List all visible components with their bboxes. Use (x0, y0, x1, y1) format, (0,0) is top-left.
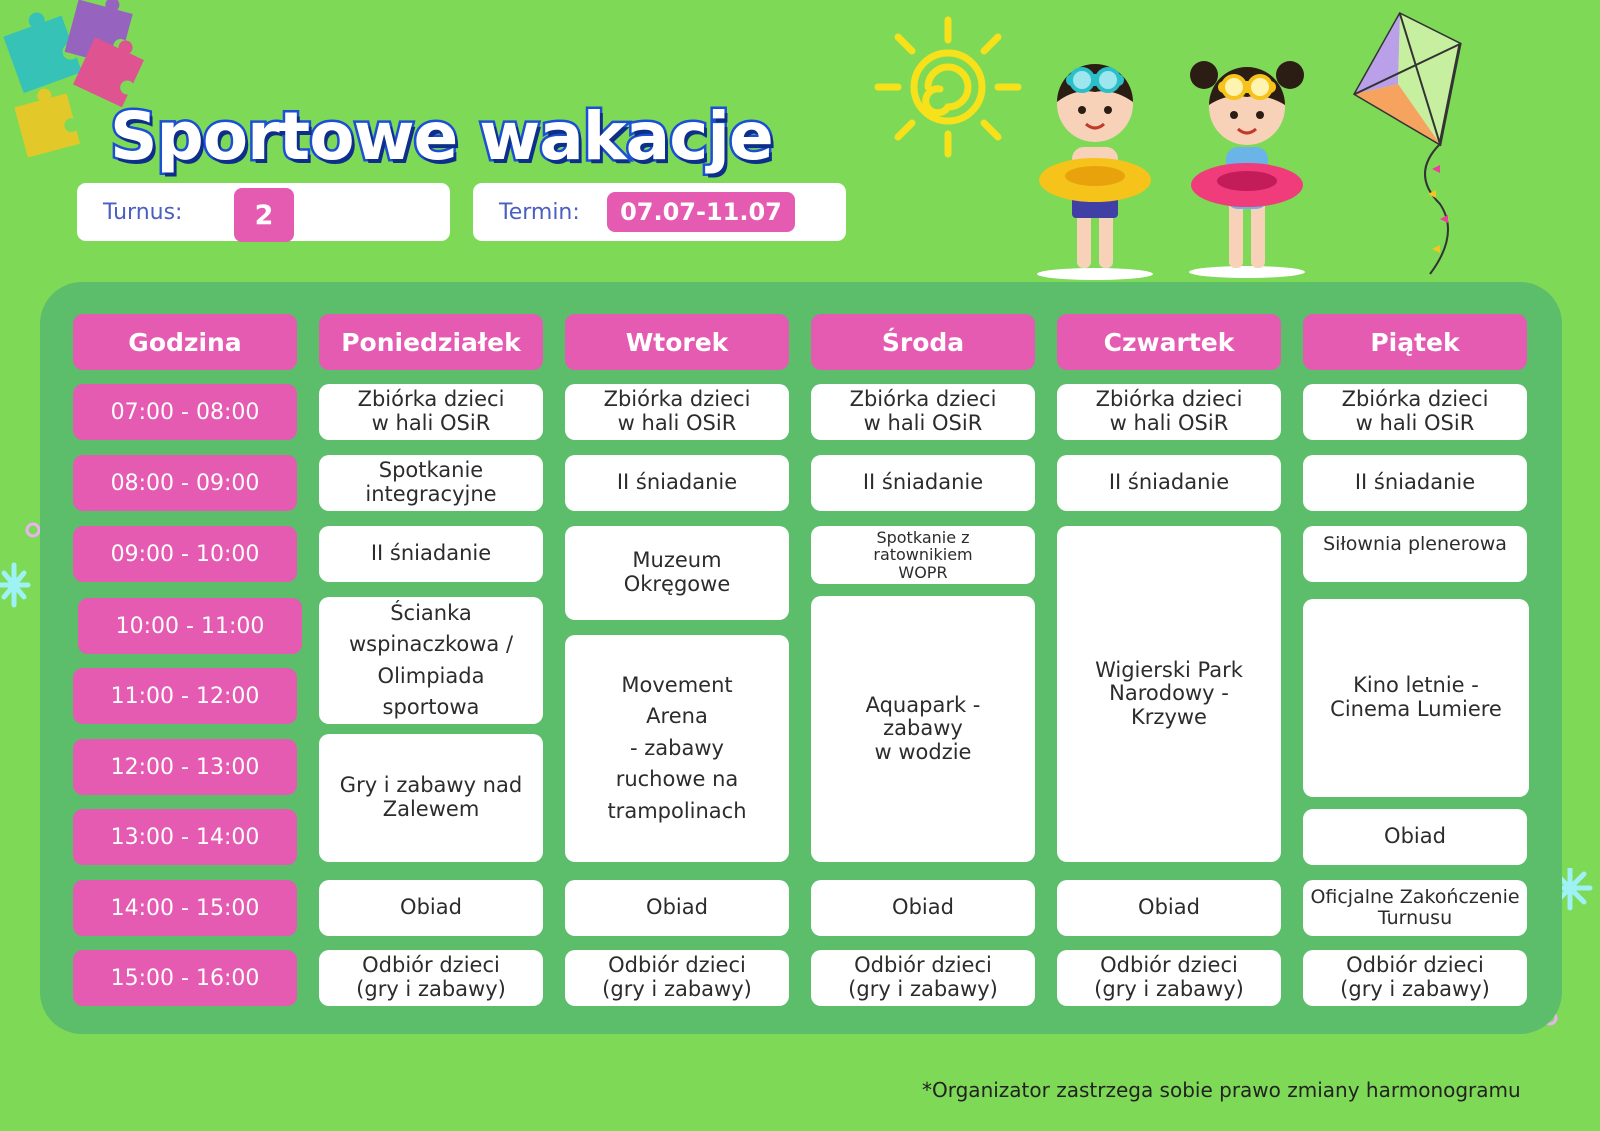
time-slot: 11:00 - 12:00 (73, 668, 297, 724)
activity-cell: Movement Arena - zabawy ruchowe na trampolinach (565, 635, 789, 862)
activity-cell: Gry i zabawy nad Zalewem (319, 734, 543, 862)
turnus-value: 2 (234, 188, 294, 242)
activity-cell: II śniadanie (1303, 455, 1527, 511)
time-slot: 15:00 - 16:00 (73, 950, 297, 1006)
girl-swimmer-icon (1182, 55, 1312, 280)
sun-icon (868, 12, 1028, 162)
activity-cell: Siłownia plenerowa (1303, 526, 1527, 582)
activity-cell: Odbiór dzieci (gry i zabawy) (565, 950, 789, 1006)
footer-note: *Organizator zastrzega sobie prawo zmiany harmonogramu (922, 1078, 1521, 1102)
activity-cell: II śniadanie (811, 455, 1035, 511)
activity-cell: II śniadanie (1057, 455, 1281, 511)
activity-cell: Zbiórka dzieci w hali OSiR (565, 384, 789, 440)
activity-cell: Obiad (1057, 880, 1281, 936)
header-friday: Piątek (1303, 314, 1527, 370)
time-slot: 13:00 - 14:00 (73, 809, 297, 865)
time-slot: 09:00 - 10:00 (73, 526, 297, 582)
activity-cell: Obiad (811, 880, 1035, 936)
activity-cell: Oficjalne Zakończenie Turnusu (1303, 880, 1527, 936)
page-title: Sportowe wakacje (110, 98, 773, 175)
activity-cell: Zbiórka dzieci w hali OSiR (319, 384, 543, 440)
activity-cell: Zbiórka dzieci w hali OSiR (811, 384, 1035, 440)
activity-cell: Kino letnie - Cinema Lumiere (1303, 599, 1529, 797)
activity-cell: Aquapark - zabawy w wodzie (811, 596, 1035, 862)
activity-cell: Odbiór dzieci (gry i zabawy) (1057, 950, 1281, 1006)
boy-swimmer-icon (1030, 52, 1160, 282)
termin-label: Termin: (499, 199, 580, 225)
activity-cell: Obiad (565, 880, 789, 936)
activity-cell: Ścianka wspinaczkowa / Olimpiada sportowa (319, 597, 543, 724)
activity-cell: Zbiórka dzieci w hali OSiR (1057, 384, 1281, 440)
turnus-label: Turnus: (103, 199, 183, 225)
time-slot: 07:00 - 08:00 (73, 384, 297, 440)
activity-cell: II śniadanie (319, 526, 543, 582)
time-slot: 14:00 - 15:00 (73, 880, 297, 936)
activity-cell: Odbiór dzieci (gry i zabawy) (319, 950, 543, 1006)
activity-cell: Obiad (319, 880, 543, 936)
activity-cell: Wigierski Park Narodowy - Krzywe (1057, 526, 1281, 862)
time-slot: 12:00 - 13:00 (73, 739, 297, 795)
activity-cell: Odbiór dzieci (gry i zabawy) (1303, 950, 1527, 1006)
activity-cell: Spotkanie integracyjne (319, 455, 543, 511)
header-monday: Poniedziałek (319, 314, 543, 370)
time-slot: 10:00 - 11:00 (78, 598, 302, 654)
kite-icon (1340, 4, 1480, 284)
time-slot: 08:00 - 09:00 (73, 455, 297, 511)
activity-cell: Zbiórka dzieci w hali OSiR (1303, 384, 1527, 440)
header-wednesday: Środa (811, 314, 1035, 370)
activity-cell: Muzeum Okręgowe (565, 526, 789, 620)
termin-value: 07.07-11.07 (607, 192, 795, 232)
activity-cell: Odbiór dzieci (gry i zabawy) (811, 950, 1035, 1006)
header-godzina: Godzina (73, 314, 297, 370)
activity-cell: Spotkanie z ratownikiem WOPR (811, 526, 1035, 584)
header-tuesday: Wtorek (565, 314, 789, 370)
activity-cell: II śniadanie (565, 455, 789, 511)
activity-cell: Obiad (1303, 809, 1527, 865)
header-thursday: Czwartek (1057, 314, 1281, 370)
